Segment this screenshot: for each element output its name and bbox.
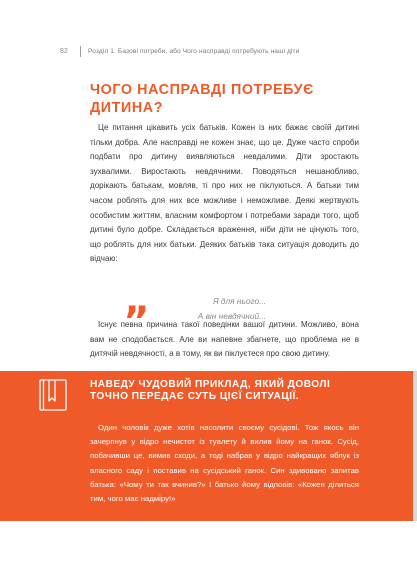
page-edge-strip <box>413 371 417 521</box>
header-divider <box>80 46 81 57</box>
callout-text: Один чоловік дуже хотів насолити своєму сусідові. Тож якось він зачерпнув у відро нечистот із туалету й вилив йому на ганок. Сусід, побачивши це, вимив сходи, а тоді набрав у відро найкращих яблук із власного саду і поставив на сусідський ганок. Син здивовано запитав батька: «Чому ти так вчинив?» І батько йому відповів: «Кожен ділиться тим, чого має надміру!» <box>90 423 359 504</box>
paragraph-2: Існує певна причина такої поведінки вашої дитини. Можливо, вона вам не сподобається. Але ви напевне збагнете, що проблема не в дитячій невдячності, а в тому, як ви піклуєтеся про свою дитину. <box>90 320 359 359</box>
running-header <box>60 44 400 58</box>
callout-title: НАВЕДУ ЧУДОВИЙ ПРИКЛАД, ЯКИЙ ДОВОЛІ ТОЧНО ПЕРЕДАЄ СУТЬ ЦІЄЇ СИТУАЦІЇ. <box>90 379 331 402</box>
quote-line-2: А він невдячний... <box>197 311 266 321</box>
quote-mark: „ <box>124 277 151 323</box>
paragraph-1: Це питання цікавить усіх батьків. Кожен із них бажає своїй дитині тільки добра. Але насправді не кожен знає, що це. Дуже часто спроби подбати про дитину виявляються невдалими. Діти зростають зухвалими. Виростають невдячними. Поводяться нешанобливо, дорікають батькам, мовляв, ті про них не піклуються. А батьки тим часом роблять для них все можливе і неможливе. Деякі жертвують особистим життям, власним комфортом і потребами заради того, щоб дитині було добре. Складається враження, ніби діти не цінують того, що роблять для них батьки. Деяких батьків така ситуація доводить до відчаю: <box>90 123 359 264</box>
section-heading: ЧОГО НАСПРАВДІ ПОТРЕБУЄ ДИТИНА? <box>90 82 314 116</box>
quote-line-1: Я для нього... <box>212 296 266 306</box>
page-number: 82 <box>60 47 68 55</box>
book-bookmark-icon <box>39 379 67 411</box>
running-title: Розділ 1. Базові потреби, або Чого насправді потребують наші діти <box>88 47 300 55</box>
